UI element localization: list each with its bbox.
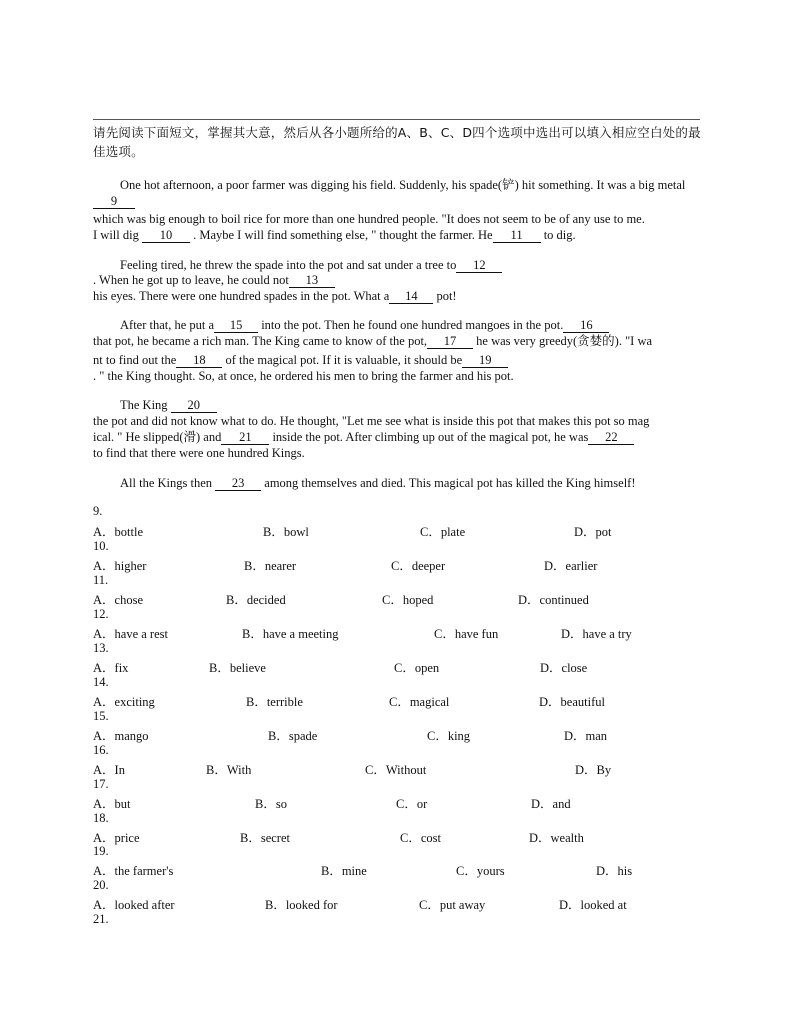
- option-b[interactable]: B．so: [255, 797, 287, 811]
- blank-20: 20: [171, 399, 217, 413]
- option-c[interactable]: C．have fun: [434, 627, 499, 641]
- blank-12: 12: [456, 259, 502, 273]
- option-d[interactable]: D．close: [540, 661, 588, 675]
- option-c[interactable]: C．put away: [419, 898, 486, 912]
- option-a[interactable]: A．have a rest: [93, 627, 168, 641]
- option-c[interactable]: C．or: [396, 797, 428, 811]
- option-d[interactable]: D．looked at: [559, 898, 627, 912]
- question-number: 10.: [93, 539, 109, 553]
- p5-line1: All the Kings then 23 among themselves and died. This magical pot has killed the King himself!: [120, 476, 636, 490]
- option-d[interactable]: D．man: [564, 729, 608, 743]
- option-b[interactable]: B．have a meeting: [242, 627, 339, 641]
- p1-line1: One hot afternoon, a poor farmer was digging his field. Suddenly, his spade(铲) hit something. It was a big metal: [120, 178, 686, 192]
- question-number: 9.: [93, 504, 103, 518]
- p4-line2: the pot and did not know what to do. He thought, "Let me see what is inside this pot that makes this pot so mag: [93, 414, 650, 428]
- option-d[interactable]: D．By: [575, 763, 612, 777]
- blank-10: 10: [142, 229, 190, 243]
- top-rule: [93, 119, 700, 120]
- blank-23: 23: [215, 477, 261, 491]
- option-a[interactable]: A．higher: [93, 559, 147, 573]
- option-d[interactable]: D．have a try: [561, 627, 632, 641]
- option-a[interactable]: A．but: [93, 797, 131, 811]
- option-d[interactable]: D．his: [596, 864, 633, 878]
- blank-16: 16: [563, 319, 609, 333]
- option-c[interactable]: C．magical: [389, 695, 450, 709]
- question-number: 21.: [93, 912, 109, 926]
- blank-21: 21: [221, 431, 269, 445]
- question-number: 12.: [93, 607, 109, 621]
- blank-22: 22: [588, 431, 634, 445]
- option-a[interactable]: A．chose: [93, 593, 143, 607]
- option-b[interactable]: B．decided: [226, 593, 286, 607]
- option-a[interactable]: A．mango: [93, 729, 149, 743]
- option-a[interactable]: A．the farmer's: [93, 864, 174, 878]
- option-c[interactable]: C．hoped: [382, 593, 434, 607]
- option-c[interactable]: C．plate: [420, 525, 466, 539]
- option-d[interactable]: D．beautiful: [539, 695, 605, 709]
- option-c[interactable]: C．king: [427, 729, 471, 743]
- p2-line2: . When he got up to leave, he could not 13: [93, 272, 335, 288]
- instructions: 请先阅读下面短文，掌握其大意，然后从各小题所给的A、B、C、D四个选项中选出可以填入相应空白处的最佳选项。: [93, 125, 701, 159]
- option-a[interactable]: A．fix: [93, 661, 129, 675]
- option-b[interactable]: B．secret: [240, 831, 290, 845]
- option-a[interactable]: A．exciting: [93, 695, 155, 709]
- option-b[interactable]: B．bowl: [263, 525, 309, 539]
- question-number: 16.: [93, 743, 109, 757]
- blank-11: 11: [493, 229, 541, 243]
- p3-line3: nt to find out the 18 of the magical pot. If it is valuable, it should be 19: [93, 352, 508, 368]
- option-c[interactable]: C．deeper: [391, 559, 446, 573]
- question-number: 14.: [93, 675, 109, 689]
- question-number: 13.: [93, 641, 109, 655]
- option-d[interactable]: D．wealth: [529, 831, 584, 845]
- p4-line1: The King 20: [120, 397, 217, 413]
- p4-line3: ical. " He slipped(滑) and 21 inside the pot. After climbing up out of the magical pot, he was 22: [93, 429, 634, 445]
- p3-line1: After that, he put a 15 into the pot. Then he found one hundred mangoes in the pot. 16: [120, 317, 609, 333]
- question-number: 20.: [93, 878, 109, 892]
- p2-line1: Feeling tired, he threw the spade into the pot and sat under a tree to 12: [120, 257, 502, 273]
- question-number: 17.: [93, 777, 109, 791]
- option-b[interactable]: B．looked for: [265, 898, 338, 912]
- blank-14: 14: [389, 290, 433, 304]
- p3-line2: that pot, he became a rich man. The King came to know of the pot, 17 he was very greedy(贪婪的). "I wa: [93, 334, 653, 348]
- option-c[interactable]: C．Without: [365, 763, 427, 777]
- option-c[interactable]: C．cost: [400, 831, 441, 845]
- option-c[interactable]: C．open: [394, 661, 440, 675]
- question-number: 18.: [93, 811, 109, 825]
- option-b[interactable]: B．With: [206, 763, 252, 777]
- option-d[interactable]: D．pot: [574, 525, 612, 539]
- option-b[interactable]: B．mine: [321, 864, 367, 878]
- option-b[interactable]: B．terrible: [246, 695, 303, 709]
- option-d[interactable]: D．continued: [518, 593, 589, 607]
- p4-line4: to find that there were one hundred Kings.: [93, 446, 305, 460]
- option-a[interactable]: A．bottle: [93, 525, 143, 539]
- option-d[interactable]: D．and: [531, 797, 571, 811]
- option-a[interactable]: A．looked after: [93, 898, 175, 912]
- question-number: 15.: [93, 709, 109, 723]
- option-b[interactable]: B．spade: [268, 729, 318, 743]
- p3-line4: . " the King thought. So, at once, he ordered his men to bring the farmer and his pot.: [93, 369, 514, 383]
- blank-9: 9: [93, 195, 135, 209]
- option-b[interactable]: B．nearer: [244, 559, 297, 573]
- p2-line3: his eyes. There were one hundred spades in the pot. What a 14 pot!: [93, 289, 457, 303]
- p1-line2: which was big enough to boil rice for more than one hundred people. "It does not seem to be of any use to me.: [93, 212, 645, 226]
- blank-18: 18: [176, 354, 222, 368]
- option-c[interactable]: C．yours: [456, 864, 505, 878]
- option-a[interactable]: A．In: [93, 763, 125, 777]
- option-a[interactable]: A．price: [93, 831, 140, 845]
- p1-line1-cont: [93, 193, 135, 209]
- option-d[interactable]: D．earlier: [544, 559, 598, 573]
- blank-13: 13: [289, 274, 335, 288]
- blank-17: 17: [427, 335, 473, 349]
- question-number: 19.: [93, 844, 109, 858]
- blank-19: 19: [462, 354, 508, 368]
- option-b[interactable]: B．believe: [209, 661, 266, 675]
- blank-15: 15: [214, 319, 258, 333]
- p1-line3: I will dig 10 . Maybe I will find something else, " thought the farmer. He 11 to dig.: [93, 228, 576, 242]
- question-number: 11.: [93, 573, 109, 587]
